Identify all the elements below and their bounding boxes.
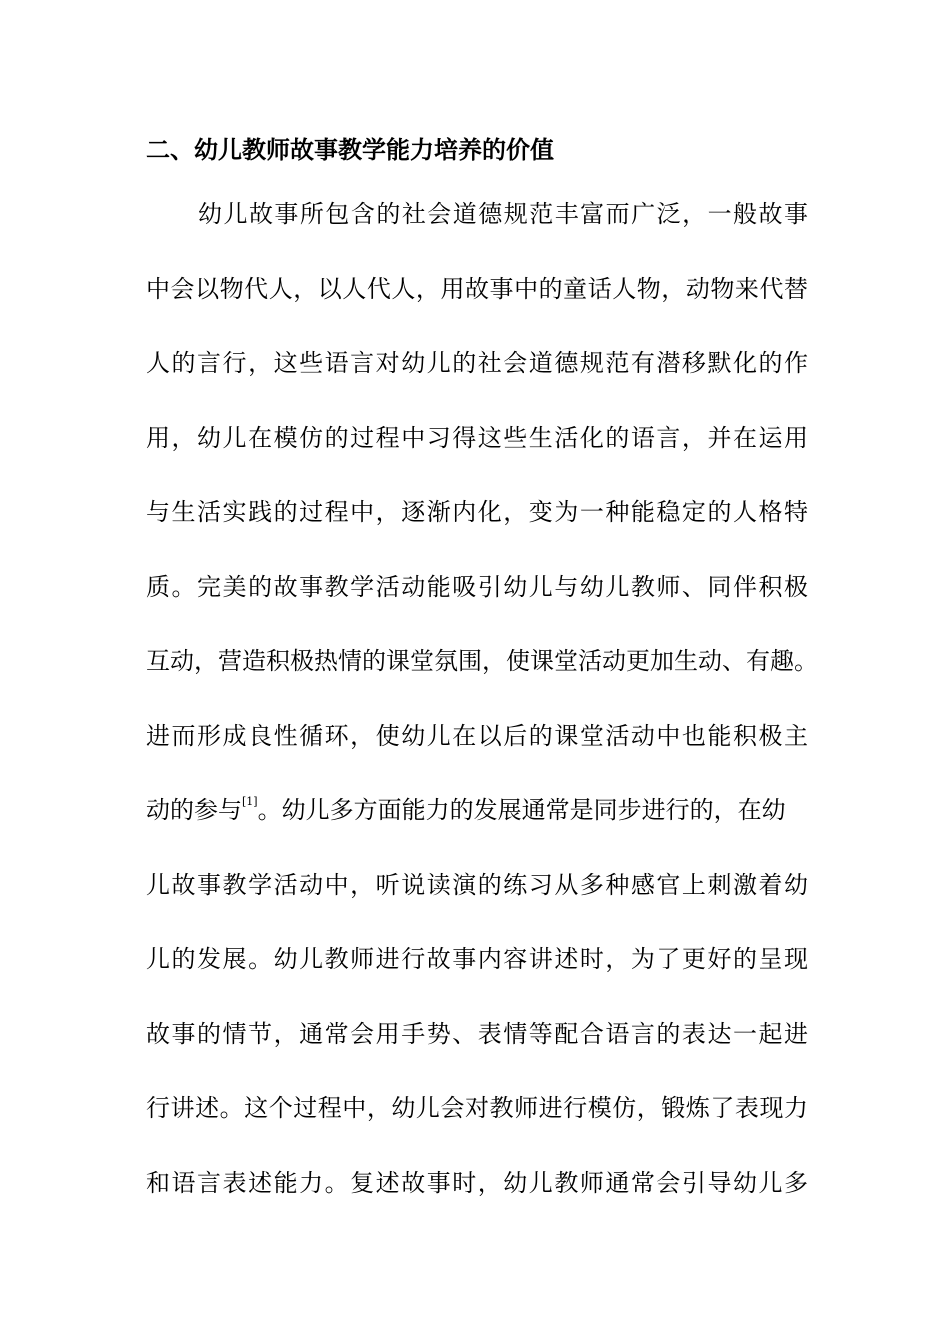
text-line: 进而形成良性循环，使幼儿在以后的课堂活动中也能积极主	[146, 721, 808, 750]
text-segment: 动的参与	[146, 796, 242, 824]
text-line: 人的言行，这些语言对幼儿的社会道德规范有潜移默化的作	[146, 349, 808, 377]
text-line: 与生活实践的过程中，逐渐内化，变为一种能稳定的人格特	[146, 498, 808, 526]
text-line: 质。完美的故事教学活动能吸引幼儿与幼儿教师、同伴积极	[146, 572, 808, 601]
text-line-with-citation	[146, 790, 826, 865]
body-paragraph	[146, 194, 826, 1237]
text-line: 互动，营造积极热情的课堂氛围，使课堂活动更加生动、有趣。	[146, 647, 818, 675]
text-line: 用，幼儿在模仿的过程中习得这些生活化的语言，并在运用	[146, 423, 808, 452]
text-line: 故事的情节，通常会用手势、表情等配合语言的表达一起进	[146, 1019, 808, 1048]
text-line: 行讲述。这个过程中，幼儿会对教师进行模仿，锻炼了表现力	[146, 1094, 808, 1122]
text-line: 儿故事教学活动中，听说读演的练习从多种感官上刺激着幼	[146, 870, 808, 899]
text-line: 儿的发展。幼儿教师进行故事内容讲述时，为了更好的呈现	[146, 945, 808, 973]
citation-marker: [1]	[242, 795, 258, 808]
text-line: 中会以物代人，以人代人，用故事中的童话人物，动物来代替	[146, 274, 808, 303]
text-line: 和语言表述能力。复述故事时，幼儿教师通常会引导幼儿多	[146, 1168, 808, 1197]
text-segment: 。幼儿多方面能力的发展通常是同步进行的，在幼	[257, 796, 786, 824]
text-line: 幼儿故事所包含的社会道德规范丰富而广泛，一般故事	[198, 200, 808, 228]
section-heading: 二、幼儿教师故事教学能力培养的价值	[146, 136, 554, 164]
